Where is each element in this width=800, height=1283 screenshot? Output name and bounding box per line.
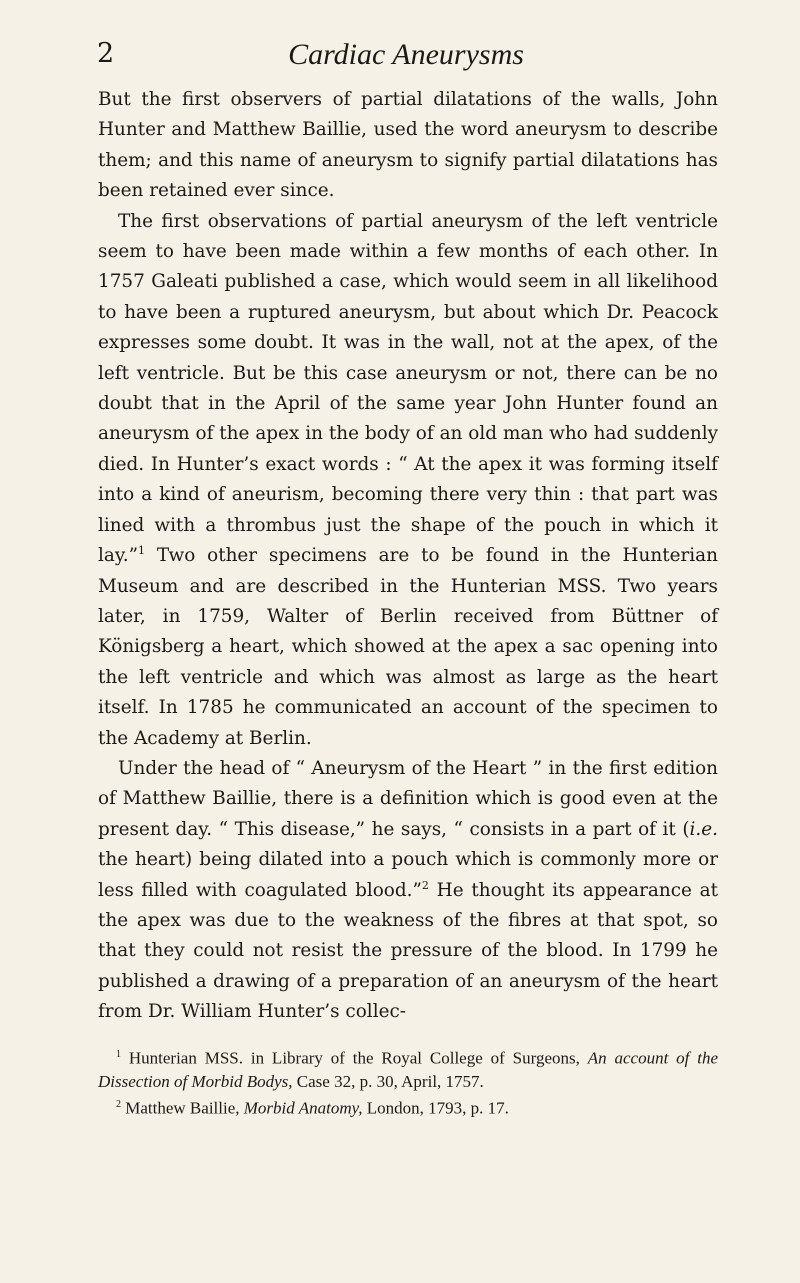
paragraph-3-italic: i.e.: [689, 818, 718, 840]
page-number: 2: [97, 38, 115, 69]
paragraph-3: [98, 754, 718, 1028]
footnotes: [98, 1043, 718, 1119]
footnote-1-text-a: Hunterian MSS. in Library of the Royal College of Surgeons,: [128, 1048, 580, 1068]
footnote-2-title: Morbid Anatomy,: [243, 1098, 363, 1118]
footnote-1-marker: 1: [116, 1049, 121, 1060]
footnote-marker-1: 1: [138, 543, 146, 557]
running-title: Cardiac Aneurysms: [288, 38, 524, 71]
footnote-2: [98, 1093, 718, 1120]
footnote-marker-2: 2: [421, 878, 429, 892]
paragraph-2-text: The first observations of partial aneurysm of the left ventricle seem to have been made within a few months of each other. In 1757 Galeati published a case, which would seem in all likelihood to have been a ruptured aneurysm, but about which Dr. Peacock expresses some doubt. It was in the wall, not at the apex, of the left ventricle. But be this case aneurysm or not, there can be no doubt that in the April of the same year John Hunter found an aneurysm of the apex in the body of an old man who had suddenly died. In Hunter’s exact words : “ At the apex it was forming itself into a kind of aneurism, becoming there very thin : that part was lined with a thrombus just the shape of the pouch in which it lay.”: [98, 210, 718, 567]
footnote-1-text-b: Case 32, p. 30, April, 1757.: [296, 1071, 484, 1091]
paragraph-3-continued: He thought its appearance at the apex was due to the weakness of the fibres at that spot, so that they could not resist the pressure of the blood. In 1799 he published a drawing of a preparation of an aneurysm of the heart from Dr. William Hunter’s collec-: [98, 879, 719, 1023]
page-header: [97, 38, 715, 78]
paragraph-3-text-b: the heart) being dilated into a pouch which is commonly more or less filled with coagulated blood.”: [98, 849, 718, 901]
paragraph-2-continued: Two other specimens are to be found in the Hunterian Museum and are described in the Hunterian MSS. Two years later, in 1759, Walter of Berlin received from Büttner of Königsberg a heart, which showed at the apex a sac opening into the left ventricle and which was almost as large as the heart itself. In 1785 he communicated an account of the specimen to the Academy at Berlin.: [98, 545, 718, 749]
body-text: [98, 85, 718, 1028]
paragraph-3-text: Under the head of “ Aneurysm of the Heart ” in the first edition of Matthew Baillie, there is a definition which is good even at the present day. “ This disease,” he says, “ consists in a part of it (: [98, 757, 718, 840]
footnote-2-text-a: Matthew Baillie,: [125, 1098, 240, 1118]
footnote-2-text-b: London, 1793, p. 17.: [366, 1098, 509, 1118]
footnote-1-title: An account of the Dissection of Morbid Bodys,: [98, 1048, 719, 1091]
footnote-1: [98, 1043, 718, 1093]
paragraph-2: [98, 207, 718, 754]
paragraph-1: But the first observers of partial dilatations of the walls, John Hunter and Matthew Baillie, used the word aneurysm to describe them; and this name of aneurysm to signify partial dilatations has been retained ever since.: [98, 89, 718, 202]
footnote-2-marker: 2: [116, 1098, 121, 1110]
